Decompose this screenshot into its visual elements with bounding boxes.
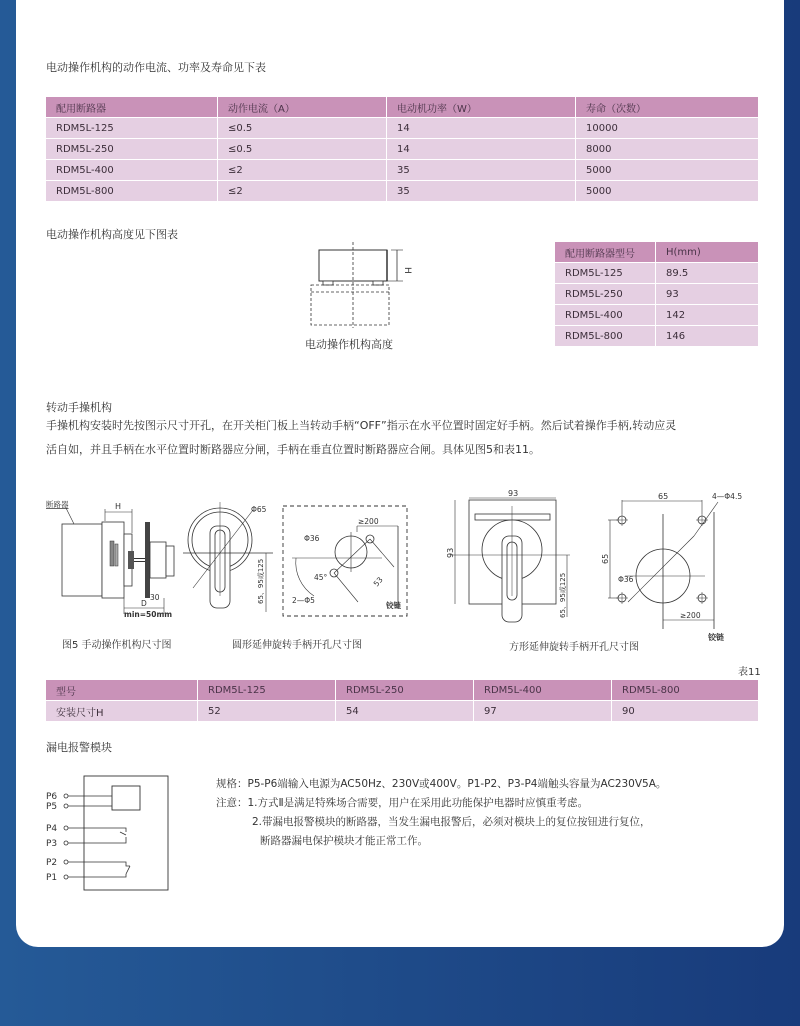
table-cell: 14	[387, 139, 575, 159]
table-row	[555, 326, 758, 346]
table-cell: 89.5	[656, 263, 758, 283]
table-cell: 54	[336, 701, 473, 721]
table-cell: 35	[387, 181, 575, 201]
square-cutout-caption: 方形延伸旋转手柄开孔尺寸图	[509, 642, 639, 653]
phi36-label: Φ36	[304, 534, 320, 543]
w65-label: 65	[658, 492, 669, 501]
table-cell: RDM5L-125	[555, 263, 655, 283]
holes-label: 2—Φ5	[292, 596, 315, 605]
installation-size-table	[45, 679, 759, 722]
paragraph-line: 手操机构安装时先按图示尺寸开孔，在开关柜门板上当转动手柄“OFF”指示在水平位置时固定好手柄。然后试着操作手柄,转动应灵	[46, 419, 677, 432]
section-title-manual-handle: 转动手操机构	[46, 401, 112, 414]
alarm-coil	[112, 786, 140, 810]
table-cell: 90	[612, 701, 758, 721]
holes-label: 4—Φ4.5	[712, 492, 743, 501]
table-header-row	[46, 680, 758, 700]
phi36-label: Φ36	[618, 575, 634, 584]
terminal-label: P3	[46, 839, 58, 849]
manual-handle-description	[46, 414, 766, 462]
column-header: RDM5L-400	[474, 680, 611, 700]
note-label: 注意：	[216, 797, 248, 809]
table-cell: RDM5L-800	[555, 326, 655, 346]
terminal-label: P4	[46, 824, 58, 834]
leakage-alarm-wiring-diagram	[44, 774, 174, 894]
column-header: 电动机功率（W）	[387, 97, 575, 117]
table-cell: ≤0.5	[218, 139, 386, 159]
column-header: RDM5L-250	[336, 680, 473, 700]
column-header: 型号	[46, 680, 197, 700]
h-dimension: H	[115, 502, 122, 511]
table-cell: 97	[474, 701, 611, 721]
square-handle-drawing	[440, 486, 590, 626]
table-cell: 5000	[576, 160, 758, 180]
table-cell: 52	[198, 701, 335, 721]
table-row	[46, 139, 758, 159]
column-header: RDM5L-800	[612, 680, 758, 700]
table-row	[46, 181, 758, 201]
thirty-dimension: 30	[150, 593, 160, 602]
table-cell: RDM5L-125	[46, 118, 217, 138]
column-header: 寿命（次数）	[576, 97, 758, 117]
paragraph-line: 活自如，并且手柄在水平位置时断路器应分闸，手柄在垂直位置时断路器应合闸。具体见图5和表11。	[46, 443, 540, 456]
height-diagram-caption: 电动操作机构高度	[305, 338, 393, 351]
terminal-label: P1	[46, 873, 58, 883]
note-item: 2.带漏电报警模块的断路器，当发生漏电报警后，必须对模块上的复位按钮进行复位，	[252, 816, 651, 828]
table-header-row	[46, 97, 758, 117]
figure5-manual-mechanism	[44, 496, 184, 621]
column-header: H(mm)	[656, 242, 758, 262]
table-row	[46, 701, 758, 721]
table-cell: 8000	[576, 139, 758, 159]
door-panel	[145, 522, 150, 598]
table-cell: RDM5L-250	[555, 284, 655, 304]
hinge-label: 铰链	[708, 633, 724, 642]
note-line	[216, 794, 666, 813]
h-label: H	[402, 267, 412, 274]
min-dimension: min=50mm	[124, 610, 173, 619]
square-side-dimension: 65、95或125	[559, 572, 567, 618]
section-title-electric-operation: 电动操作机构的动作电流、功率及寿命见下表	[46, 61, 266, 74]
column-header: 动作电流（A）	[218, 97, 386, 117]
column-header: 配用断路器型号	[555, 242, 655, 262]
leakage-alarm-notes	[216, 775, 666, 851]
table-cell: RDM5L-400	[555, 305, 655, 325]
round-side-dimension: 65、95或125	[257, 558, 265, 604]
table-cell: RDM5L-800	[46, 181, 217, 201]
note-item: 1.方式Ⅱ是满足特殊场合需要，用户在采用此功能保护电器时应慎重考虑。	[247, 797, 589, 809]
round-cutout-drawing	[282, 504, 412, 624]
h65-label: 65	[601, 553, 610, 564]
breaker-label: 断路器	[46, 500, 69, 509]
phi65-label: Φ65	[251, 505, 267, 514]
d53-label: 53	[371, 575, 385, 589]
table-cell: 14	[387, 118, 575, 138]
table-cell: 146	[656, 326, 758, 346]
table-row	[555, 305, 758, 325]
table-cell: ≤0.5	[218, 118, 386, 138]
terminal-label: P2	[46, 858, 58, 868]
electric-operation-table	[45, 96, 759, 202]
figure5-caption: 图5 手动操作机构尺寸图	[62, 640, 172, 651]
square-cutout-drawing	[590, 484, 770, 644]
table-cell: RDM5L-250	[46, 139, 217, 159]
table-cell: 安装尺寸H	[46, 701, 197, 721]
h93-label: 93	[446, 547, 455, 558]
table-cell: 10000	[576, 118, 758, 138]
terminal-label: P5	[46, 802, 58, 812]
hinge-label: 铰链	[386, 601, 401, 610]
table11-label: 表11	[738, 667, 761, 678]
section-title-leakage-alarm: 漏电报警模块	[46, 741, 112, 754]
ge200-label: ≥200	[680, 611, 701, 620]
column-header: RDM5L-125	[198, 680, 335, 700]
note-item: 断路器漏电保护模块才能正常工作。	[260, 835, 428, 847]
height-diagram	[305, 240, 415, 330]
table-header-row	[555, 242, 758, 262]
section-title-height: 电动操作机构高度见下图表	[46, 228, 178, 241]
column-header: 配用断路器	[46, 97, 217, 117]
terminal-label: P6	[46, 792, 58, 802]
table-cell: 35	[387, 160, 575, 180]
breaker-outline	[311, 285, 389, 325]
module-outline	[84, 776, 168, 890]
table-cell: RDM5L-400	[46, 160, 217, 180]
ge200-label: ≥200	[358, 517, 379, 526]
table-cell: ≤2	[218, 181, 386, 201]
table-cell: 5000	[576, 181, 758, 201]
table-row	[555, 284, 758, 304]
table-cell: 142	[656, 305, 758, 325]
table-cell: ≤2	[218, 160, 386, 180]
angle-label: 45°	[314, 573, 328, 582]
round-cutout-caption: 圆形延伸旋转手柄开孔尺寸图	[232, 640, 362, 651]
table-cell: 93	[656, 284, 758, 304]
table-row	[46, 118, 758, 138]
table-row	[555, 263, 758, 283]
spec-text: 规格：P5-P6端输入电源为AC50Hz、230V或400V。P1-P2、P3-P4端触头容量为AC230V5A。	[216, 778, 667, 790]
table-row	[46, 160, 758, 180]
height-table	[554, 241, 759, 347]
round-handle-drawing	[183, 500, 283, 620]
d-dimension: D	[141, 599, 147, 608]
w93-label: 93	[508, 489, 519, 498]
